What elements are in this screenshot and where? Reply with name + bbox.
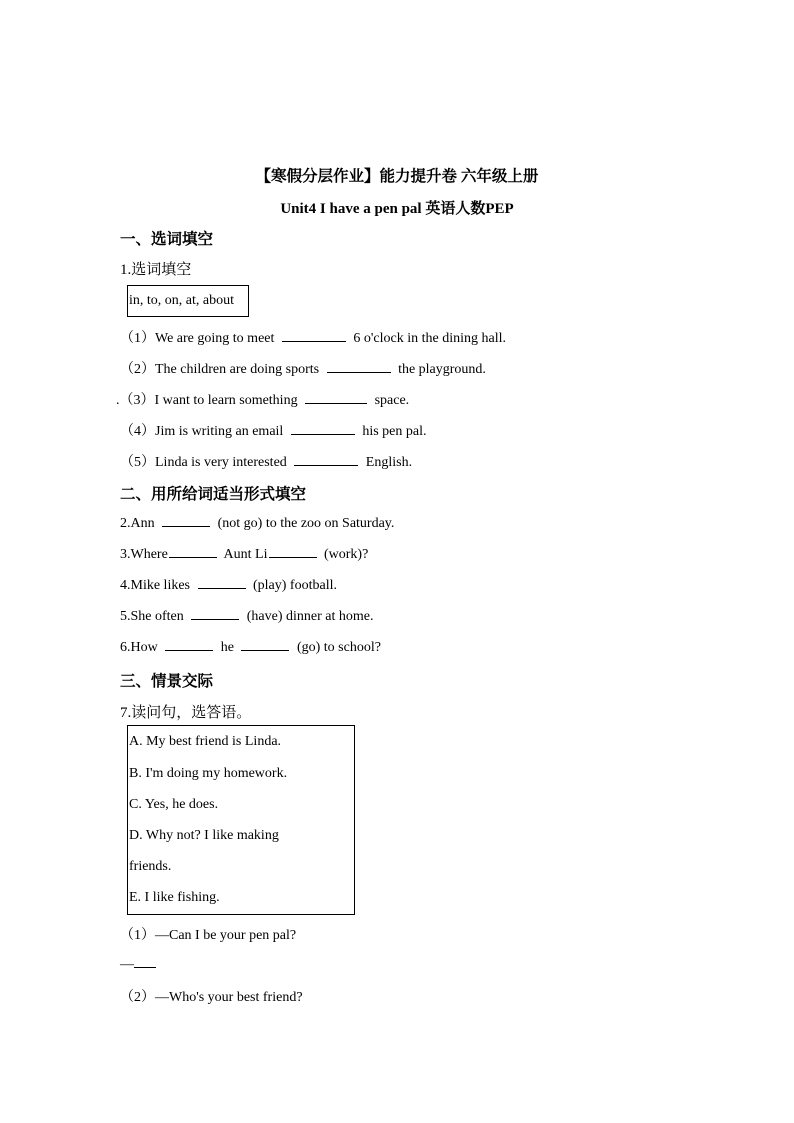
- form-item-5: [120, 607, 374, 625]
- item-text: 5.She often: [120, 609, 184, 624]
- item-text: The children are doing sports: [155, 362, 320, 377]
- fill-item-4: [120, 420, 426, 440]
- form-item-2: [120, 514, 394, 532]
- item-text: 6 o'clock in the dining hall.: [353, 331, 506, 346]
- answer-blank[interactable]: [191, 607, 239, 620]
- item-text: (play) football.: [253, 578, 337, 593]
- item-number: （1）: [120, 928, 155, 943]
- item-text: Jim is writing an email: [155, 424, 284, 439]
- page-title: 【寒假分层作业】能力提升卷 六年级上册: [255, 168, 539, 185]
- item-text: he: [220, 640, 234, 655]
- section-heading-2: 二、用所给词适当形式填空: [120, 486, 307, 503]
- answer-blank[interactable]: [269, 545, 317, 558]
- item-text: —: [120, 957, 134, 972]
- section-heading-1: 一、选词填空: [120, 231, 214, 248]
- word-box-text: in, to, on, at, about: [129, 293, 234, 308]
- answer-blank[interactable]: [305, 391, 367, 404]
- option-c: C. Yes, he does.: [129, 797, 219, 812]
- option-e: E. I like fishing.: [129, 890, 220, 905]
- item-text: (have) dinner at home.: [246, 609, 374, 624]
- item-text: the playground.: [398, 362, 486, 377]
- item-text: —Can I be your pen pal?: [155, 928, 297, 943]
- fill-item-1: [120, 327, 506, 347]
- item-number: （4）: [120, 424, 155, 439]
- page-subtitle: Unit4 I have a pen pal 英语人数PEP: [280, 201, 514, 217]
- item-text: I want to learn something: [154, 393, 298, 408]
- item-number: （1）: [120, 331, 155, 346]
- option-a: A. My best friend is Linda.: [129, 734, 282, 749]
- form-item-3: [120, 545, 368, 563]
- answer-blank[interactable]: [169, 545, 217, 558]
- item-number: （2）: [120, 362, 155, 377]
- answer-blank[interactable]: [291, 422, 355, 435]
- answer-blank[interactable]: [282, 329, 346, 342]
- answer-blank[interactable]: [241, 638, 289, 651]
- fill-item-5: [120, 451, 412, 471]
- item-text: his pen pal.: [362, 424, 427, 439]
- item-text: English.: [365, 455, 413, 470]
- item-text: (not go) to the zoo on Saturday.: [217, 516, 395, 531]
- fill-item-2: [120, 358, 486, 378]
- answer-blank[interactable]: [198, 576, 246, 589]
- form-item-4: [120, 576, 337, 594]
- item-number: .（3）: [116, 393, 155, 408]
- question-label-1: 1.选词填空: [120, 262, 192, 278]
- item-number: （2）: [120, 990, 155, 1005]
- dialog-question-1: [120, 924, 296, 944]
- answer-blank[interactable]: [134, 955, 156, 968]
- item-text: We are going to meet: [155, 331, 275, 346]
- item-text: 6.How: [120, 640, 158, 655]
- word-box: [127, 285, 249, 317]
- question-label-7: 7.读问句，选答语。: [120, 705, 252, 721]
- item-text: —Who's your best friend?: [155, 990, 303, 1005]
- answer-blank[interactable]: [165, 638, 213, 651]
- item-text: 2.Ann: [120, 516, 155, 531]
- option-d: D. Why not? I like making: [129, 828, 279, 843]
- answer-blank[interactable]: [162, 514, 210, 527]
- item-text: 4.Mike likes: [120, 578, 190, 593]
- item-text: Aunt Li: [223, 547, 268, 562]
- item-text: Linda is very interested: [155, 455, 287, 470]
- option-b: B. I'm doing my homework.: [129, 766, 288, 781]
- answer-options-box: [127, 725, 355, 915]
- dialog-question-2: [120, 986, 303, 1006]
- form-item-6: [120, 638, 381, 656]
- item-text: (work)?: [324, 547, 369, 562]
- item-text: space.: [374, 393, 410, 408]
- option-d-continued: friends.: [129, 859, 172, 874]
- answer-blank[interactable]: [294, 453, 358, 466]
- dialog-answer-1: [120, 955, 160, 973]
- item-text: 3.Where: [120, 547, 168, 562]
- item-text: (go) to school?: [296, 640, 381, 655]
- section-heading-3: 三、情景交际: [120, 673, 214, 690]
- answer-blank[interactable]: [327, 360, 391, 373]
- fill-item-3: [116, 389, 409, 409]
- item-number: （5）: [120, 455, 155, 470]
